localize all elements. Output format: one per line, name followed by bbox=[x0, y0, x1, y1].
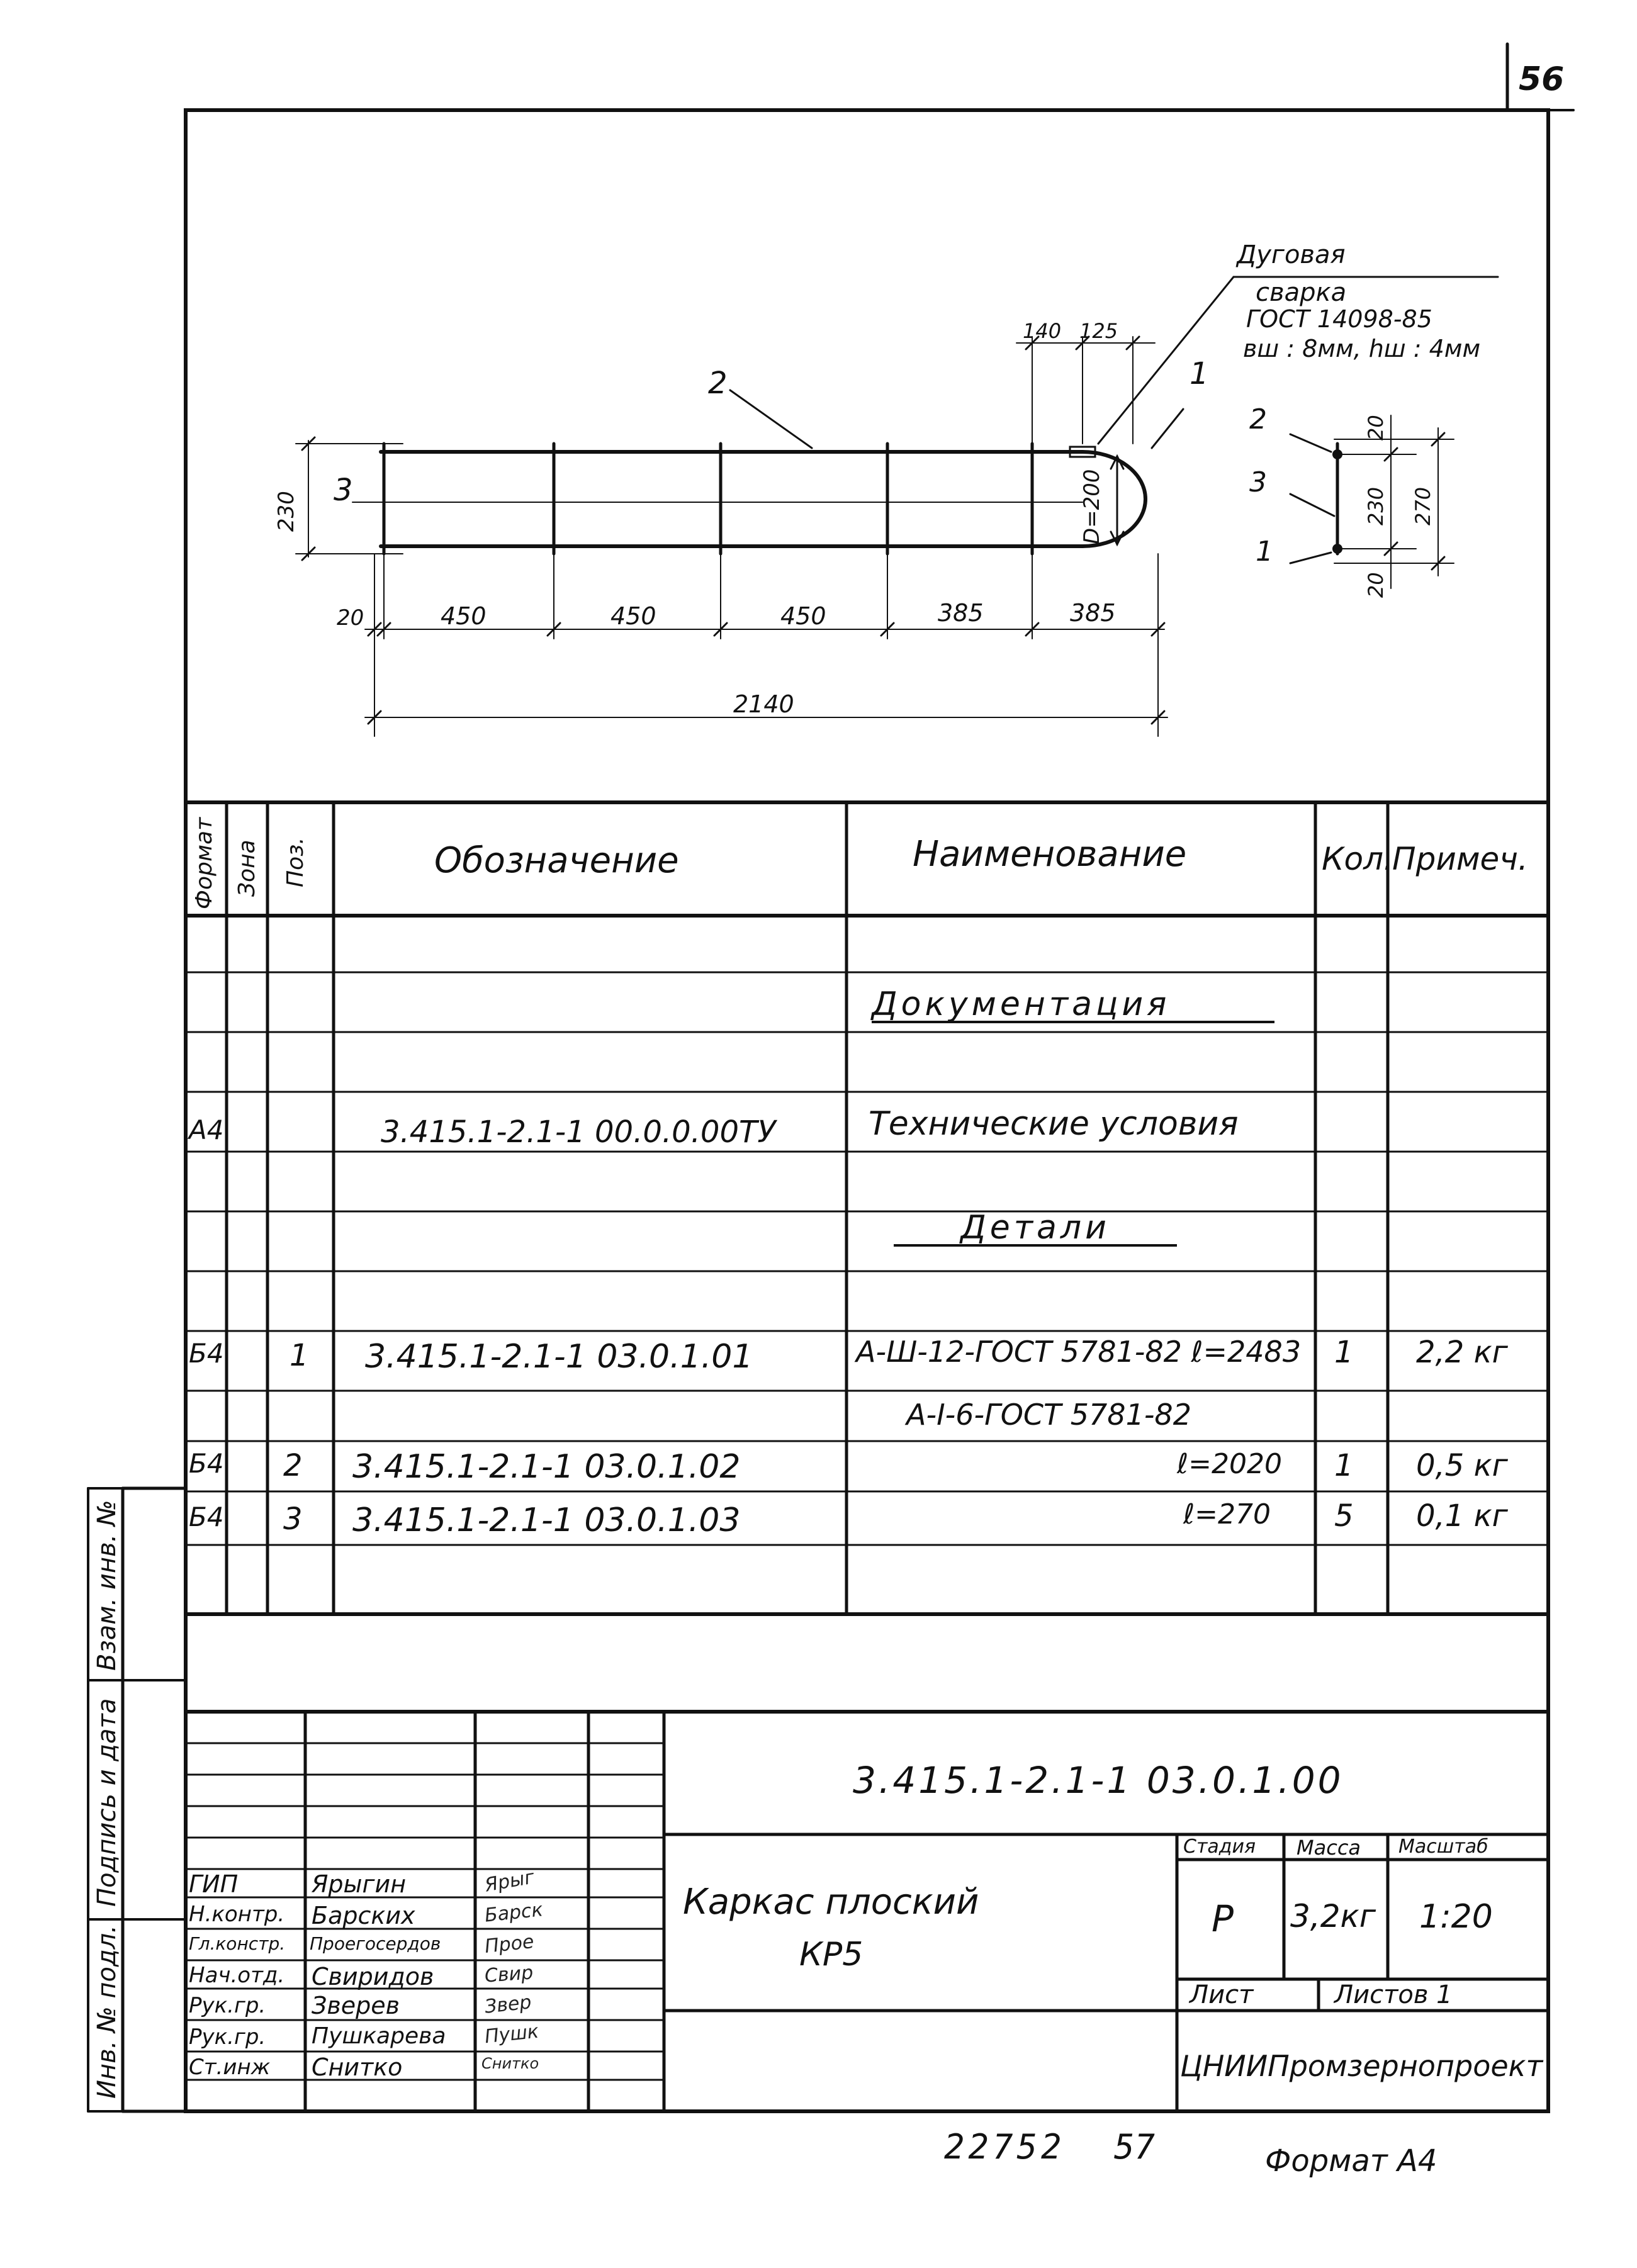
row-format: А4 bbox=[189, 1114, 224, 1145]
archive-number: 22752 bbox=[944, 2127, 1066, 2167]
person-name: Свиридов bbox=[312, 1963, 434, 1990]
pos-label-2: 2 bbox=[708, 366, 728, 401]
role-label: Ст.инж bbox=[189, 2055, 271, 2080]
row-note: 0,5 кг bbox=[1416, 1448, 1508, 1483]
person-name: Проегосердов bbox=[310, 1933, 441, 1954]
org-name: ЦНИИПромзернопроект bbox=[1180, 2049, 1543, 2083]
row-format: Б4 bbox=[189, 1502, 224, 1532]
row-designation: 3.415.1-2.1-1 03.0.1.01 bbox=[365, 1338, 753, 1376]
role-label: Н.контр. bbox=[189, 1902, 285, 1927]
row-note: 2,2 кг bbox=[1416, 1335, 1508, 1370]
scale-label: Масштаб bbox=[1398, 1836, 1488, 1858]
dim-span-5: 385 bbox=[1070, 599, 1116, 627]
row-name: А-I-6-ГОСТ 5781-82 bbox=[906, 1398, 1191, 1432]
signature: Ярыг bbox=[483, 1866, 536, 1897]
signature: Свир bbox=[483, 1962, 534, 1987]
row-pos: 3 bbox=[283, 1502, 303, 1537]
section-details: Детали bbox=[894, 1211, 1177, 1247]
signature: Пушк bbox=[483, 2020, 540, 2048]
row-format: Б4 bbox=[189, 1338, 224, 1369]
signature: Прое bbox=[483, 1930, 536, 1958]
dim-140: 140 bbox=[1023, 319, 1062, 343]
sheet-corner-number: 56 bbox=[1519, 60, 1565, 98]
dim-230-left: 230 bbox=[274, 491, 299, 532]
role-label: Рук.гр. bbox=[189, 2024, 266, 2050]
header-format: Формат bbox=[191, 817, 217, 909]
row-designation: 3.415.1-2.1-1 03.0.1.02 bbox=[352, 1448, 741, 1486]
archive-sheet: 57 bbox=[1114, 2127, 1156, 2167]
pos-label-3: 3 bbox=[334, 473, 353, 508]
side-dim-20-top: 20 bbox=[1364, 415, 1388, 441]
weld-note-line-3: ГОСТ 14098-85 bbox=[1246, 305, 1432, 333]
role-label: Гл.констр. bbox=[189, 1933, 286, 1954]
mass-value: 3,2кг bbox=[1290, 1898, 1376, 1934]
sheets-label: Листов 1 bbox=[1334, 1980, 1453, 2009]
row-name: Технические условия bbox=[869, 1105, 1239, 1143]
row-qty: 5 bbox=[1334, 1498, 1354, 1534]
header-designation: Обозначение bbox=[434, 840, 679, 881]
doc-code: 3.415.1-2.1-1 03.0.1.00 bbox=[853, 1759, 1344, 1802]
sheet-label: Лист bbox=[1190, 1980, 1254, 2009]
stamp-inv-replaced: Взам. инв. № bbox=[93, 1500, 121, 1671]
header-name: Наименование bbox=[913, 834, 1187, 875]
side-pos-label-1: 1 bbox=[1256, 536, 1273, 568]
stage-label: Стадия bbox=[1183, 1836, 1256, 1858]
section-documentation: Документация bbox=[872, 988, 1274, 1023]
row-qty: 1 bbox=[1334, 1335, 1354, 1370]
weld-note-line-4: вш : 8мм, hш : 4мм bbox=[1243, 335, 1481, 362]
weld-note-line-1: Дуговая bbox=[1237, 240, 1346, 269]
role-label: Рук.гр. bbox=[189, 1993, 266, 2018]
row-name: ℓ=270 bbox=[1183, 1498, 1271, 1530]
stage-value: Р bbox=[1212, 1897, 1234, 1940]
header-qty: Кол. bbox=[1322, 841, 1393, 877]
dim-span-4: 385 bbox=[938, 599, 984, 627]
person-name: Снитко bbox=[312, 2053, 403, 2081]
person-name: Пушкарева bbox=[312, 2023, 446, 2049]
row-pos: 2 bbox=[283, 1448, 303, 1483]
dim-125: 125 bbox=[1079, 319, 1118, 343]
signature: Барск bbox=[483, 1899, 544, 1927]
signature: Снитко bbox=[481, 2055, 539, 2072]
dim-span-2: 450 bbox=[610, 602, 656, 630]
side-dim-270: 270 bbox=[1411, 486, 1435, 525]
row-format: Б4 bbox=[189, 1448, 224, 1479]
scale-value: 1:20 bbox=[1419, 1898, 1493, 1936]
row-name: ℓ=2020 bbox=[1177, 1448, 1283, 1480]
person-name: Ярыгин bbox=[312, 1870, 407, 1898]
side-dim-230: 230 bbox=[1364, 486, 1388, 525]
side-pos-label-3: 3 bbox=[1249, 466, 1267, 498]
row-designation: 3.415.1-2.1-1 03.0.1.03 bbox=[352, 1502, 741, 1539]
mass-label: Масса bbox=[1297, 1836, 1361, 1860]
header-zone: Зона bbox=[234, 839, 260, 897]
stamp-sign-date: Подпись и дата bbox=[93, 1698, 121, 1907]
side-pos-label-2: 2 bbox=[1249, 403, 1267, 435]
side-dim-20-bot: 20 bbox=[1364, 572, 1388, 598]
weld-note-line-2: сварка bbox=[1256, 278, 1347, 307]
row-qty: 1 bbox=[1334, 1448, 1354, 1483]
dim-diameter: D=200 bbox=[1079, 469, 1105, 544]
row-name: А-Ш-12-ГОСТ 5781-82 ℓ=2483 bbox=[856, 1335, 1302, 1369]
role-label: Нач.отд. bbox=[189, 1963, 285, 1988]
stamp-inv-original: Инв. № подл. bbox=[93, 1925, 121, 2099]
row-note: 0,1 кг bbox=[1416, 1498, 1508, 1534]
signature: Звер bbox=[483, 1991, 533, 2018]
role-label: ГИП bbox=[189, 1870, 239, 1898]
row-pos: 1 bbox=[290, 1338, 309, 1373]
format-label: Формат А4 bbox=[1265, 2143, 1437, 2179]
person-name: Барских bbox=[312, 1902, 415, 1929]
dim-20-left: 20 bbox=[337, 605, 364, 631]
dim-span-3: 450 bbox=[780, 602, 826, 630]
header-pos: Поз. bbox=[283, 837, 308, 887]
row-designation: 3.415.1-2.1-1 00.0.0.00ТУ bbox=[381, 1114, 776, 1150]
dim-span-1: 450 bbox=[441, 602, 487, 630]
title-line-1: Каркас плоский bbox=[683, 1882, 979, 1923]
dim-overall: 2140 bbox=[733, 690, 794, 718]
header-note: Примеч. bbox=[1392, 841, 1528, 877]
pos-label-1: 1 bbox=[1190, 356, 1209, 391]
title-line-2: КР5 bbox=[799, 1936, 864, 1973]
person-name: Зверев bbox=[312, 1992, 400, 2019]
